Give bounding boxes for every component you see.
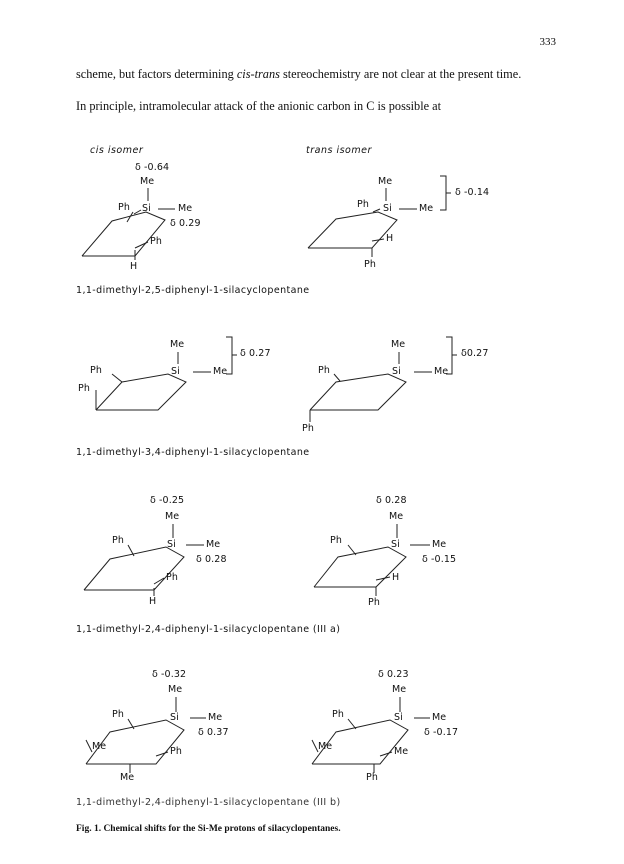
r3-cis-h: H	[149, 596, 157, 607]
r1-cis-shift-side: δ 0.29	[170, 218, 201, 229]
figure-caption: Fig. 1. Chemical shifts for the Si-Me protons of silacyclopentanes.	[76, 824, 341, 834]
page-number: 333	[539, 36, 556, 48]
r4-cis-structure	[86, 697, 206, 773]
r3-trans-ph-left: Ph	[330, 535, 342, 546]
r3-cis-ph-bottom: Ph	[166, 572, 178, 583]
r1-cis-shift-top: δ -0.64	[135, 162, 170, 173]
compound-name-1: 1,1-dimethyl-2,5-diphenyl-1-silacyclopentane	[76, 285, 310, 296]
r1-cis-ph-left: Ph	[118, 202, 130, 213]
r3-cis-shift-side: δ 0.28	[196, 554, 227, 565]
r4-trans-shift-top: δ 0.23	[378, 669, 409, 680]
r2-trans-me-side: Me	[434, 366, 449, 377]
r1-cis-me-side: Me	[178, 203, 193, 214]
r3-trans-shift-side: δ -0.15	[422, 554, 457, 565]
r2-cis-me-side: Me	[213, 366, 228, 377]
r3-cis-si: Si	[167, 539, 176, 550]
r4-trans-me-top: Me	[392, 684, 407, 695]
r4-cis-ph-bottom: Ph	[170, 746, 182, 757]
r2-cis-si: Si	[171, 366, 180, 377]
r3-trans-me-side: Me	[432, 539, 447, 550]
compound-name-3: 1,1-dimethyl-2,4-diphenyl-1-silacyclopentane (III a)	[76, 624, 341, 635]
r4-trans-ph-bottom: Ph	[366, 772, 378, 783]
cis-isomer-label: cis isomer	[90, 145, 144, 156]
r4-cis-shift-top: δ -0.32	[152, 669, 187, 680]
r4-cis-me-bottom: Me	[120, 772, 135, 783]
r4-cis-me-top: Me	[168, 684, 183, 695]
r4-cis-si: Si	[170, 712, 179, 723]
r4-trans-me-bottom-right: Me	[394, 746, 409, 757]
r4-trans-shift-side: δ -0.17	[424, 727, 459, 738]
r4-trans-structure	[312, 697, 430, 773]
r2-cis-ph-upper: Ph	[90, 365, 102, 376]
r2-trans-si: Si	[392, 366, 401, 377]
r3-trans-shift-top: δ 0.28	[376, 495, 407, 506]
r2-trans-shift: δ0.27	[461, 348, 489, 359]
r1-trans-ph-left: Ph	[357, 199, 369, 210]
r4-trans-me-ring: Me	[318, 741, 333, 752]
r2-cis-ph-lower: Ph	[78, 383, 90, 394]
r4-cis-me-ring: Me	[92, 741, 107, 752]
r4-trans-me-side: Me	[432, 712, 447, 723]
paragraph-principle: In principle, intramolecular attack of the anionic carbon in C is possible at	[76, 99, 442, 113]
r3-trans-ph-bottom: Ph	[368, 597, 380, 608]
r3-trans-si: Si	[391, 539, 400, 550]
r1-trans-ph-bottom: Ph	[364, 259, 376, 270]
r1-cis-h: H	[130, 261, 138, 272]
r1-cis-si: Si	[142, 203, 151, 214]
r1-trans-structure	[308, 176, 451, 257]
r2-trans-me: Me	[391, 339, 406, 350]
r1-trans-me-side: Me	[419, 203, 434, 214]
r1-trans-h: H	[386, 233, 394, 244]
r3-trans-h: H	[392, 572, 400, 583]
r4-cis-shift-side: δ 0.37	[198, 727, 229, 738]
paragraph-italic-term: cis-trans	[236, 67, 280, 81]
compound-name-2: 1,1-dimethyl-3,4-diphenyl-1-silacyclopentane	[76, 447, 310, 458]
r3-cis-structure	[84, 524, 204, 596]
r2-trans-ph-lower: Ph	[302, 423, 314, 434]
r3-trans-me-top: Me	[389, 511, 404, 522]
paragraph-text-end: stereochemistry are not clear at the present time.	[279, 67, 522, 81]
r3-cis-me-side: Me	[206, 539, 221, 550]
r4-cis-ph-left: Ph	[112, 709, 124, 720]
r2-cis-me: Me	[170, 339, 185, 350]
compound-name-4: 1,1-dimethyl-2,4-diphenyl-1-silacyclopentane (III b)	[76, 797, 341, 808]
trans-isomer-label: trans isomer	[306, 145, 372, 156]
r2-cis-shift: δ 0.27	[240, 348, 271, 359]
r1-trans-shift: δ -0.14	[455, 187, 490, 198]
r4-trans-si: Si	[394, 712, 403, 723]
r4-cis-me-side: Me	[208, 712, 223, 723]
r1-cis-structure	[82, 188, 175, 260]
r3-cis-ph-left: Ph	[112, 535, 124, 546]
paragraph-text-start: scheme, but factors determining	[76, 67, 237, 81]
r4-trans-ph-left: Ph	[332, 709, 344, 720]
r3-cis-me-top: Me	[165, 511, 180, 522]
r1-trans-si: Si	[383, 203, 392, 214]
r2-trans-ph-upper: Ph	[318, 365, 330, 376]
r1-cis-ph-bottom: Ph	[150, 236, 162, 247]
r3-cis-shift-top: δ -0.25	[150, 495, 185, 506]
r2-trans-structure	[310, 337, 457, 422]
r1-trans-me-top: Me	[378, 176, 393, 187]
r1-cis-me-top: Me	[140, 176, 155, 187]
